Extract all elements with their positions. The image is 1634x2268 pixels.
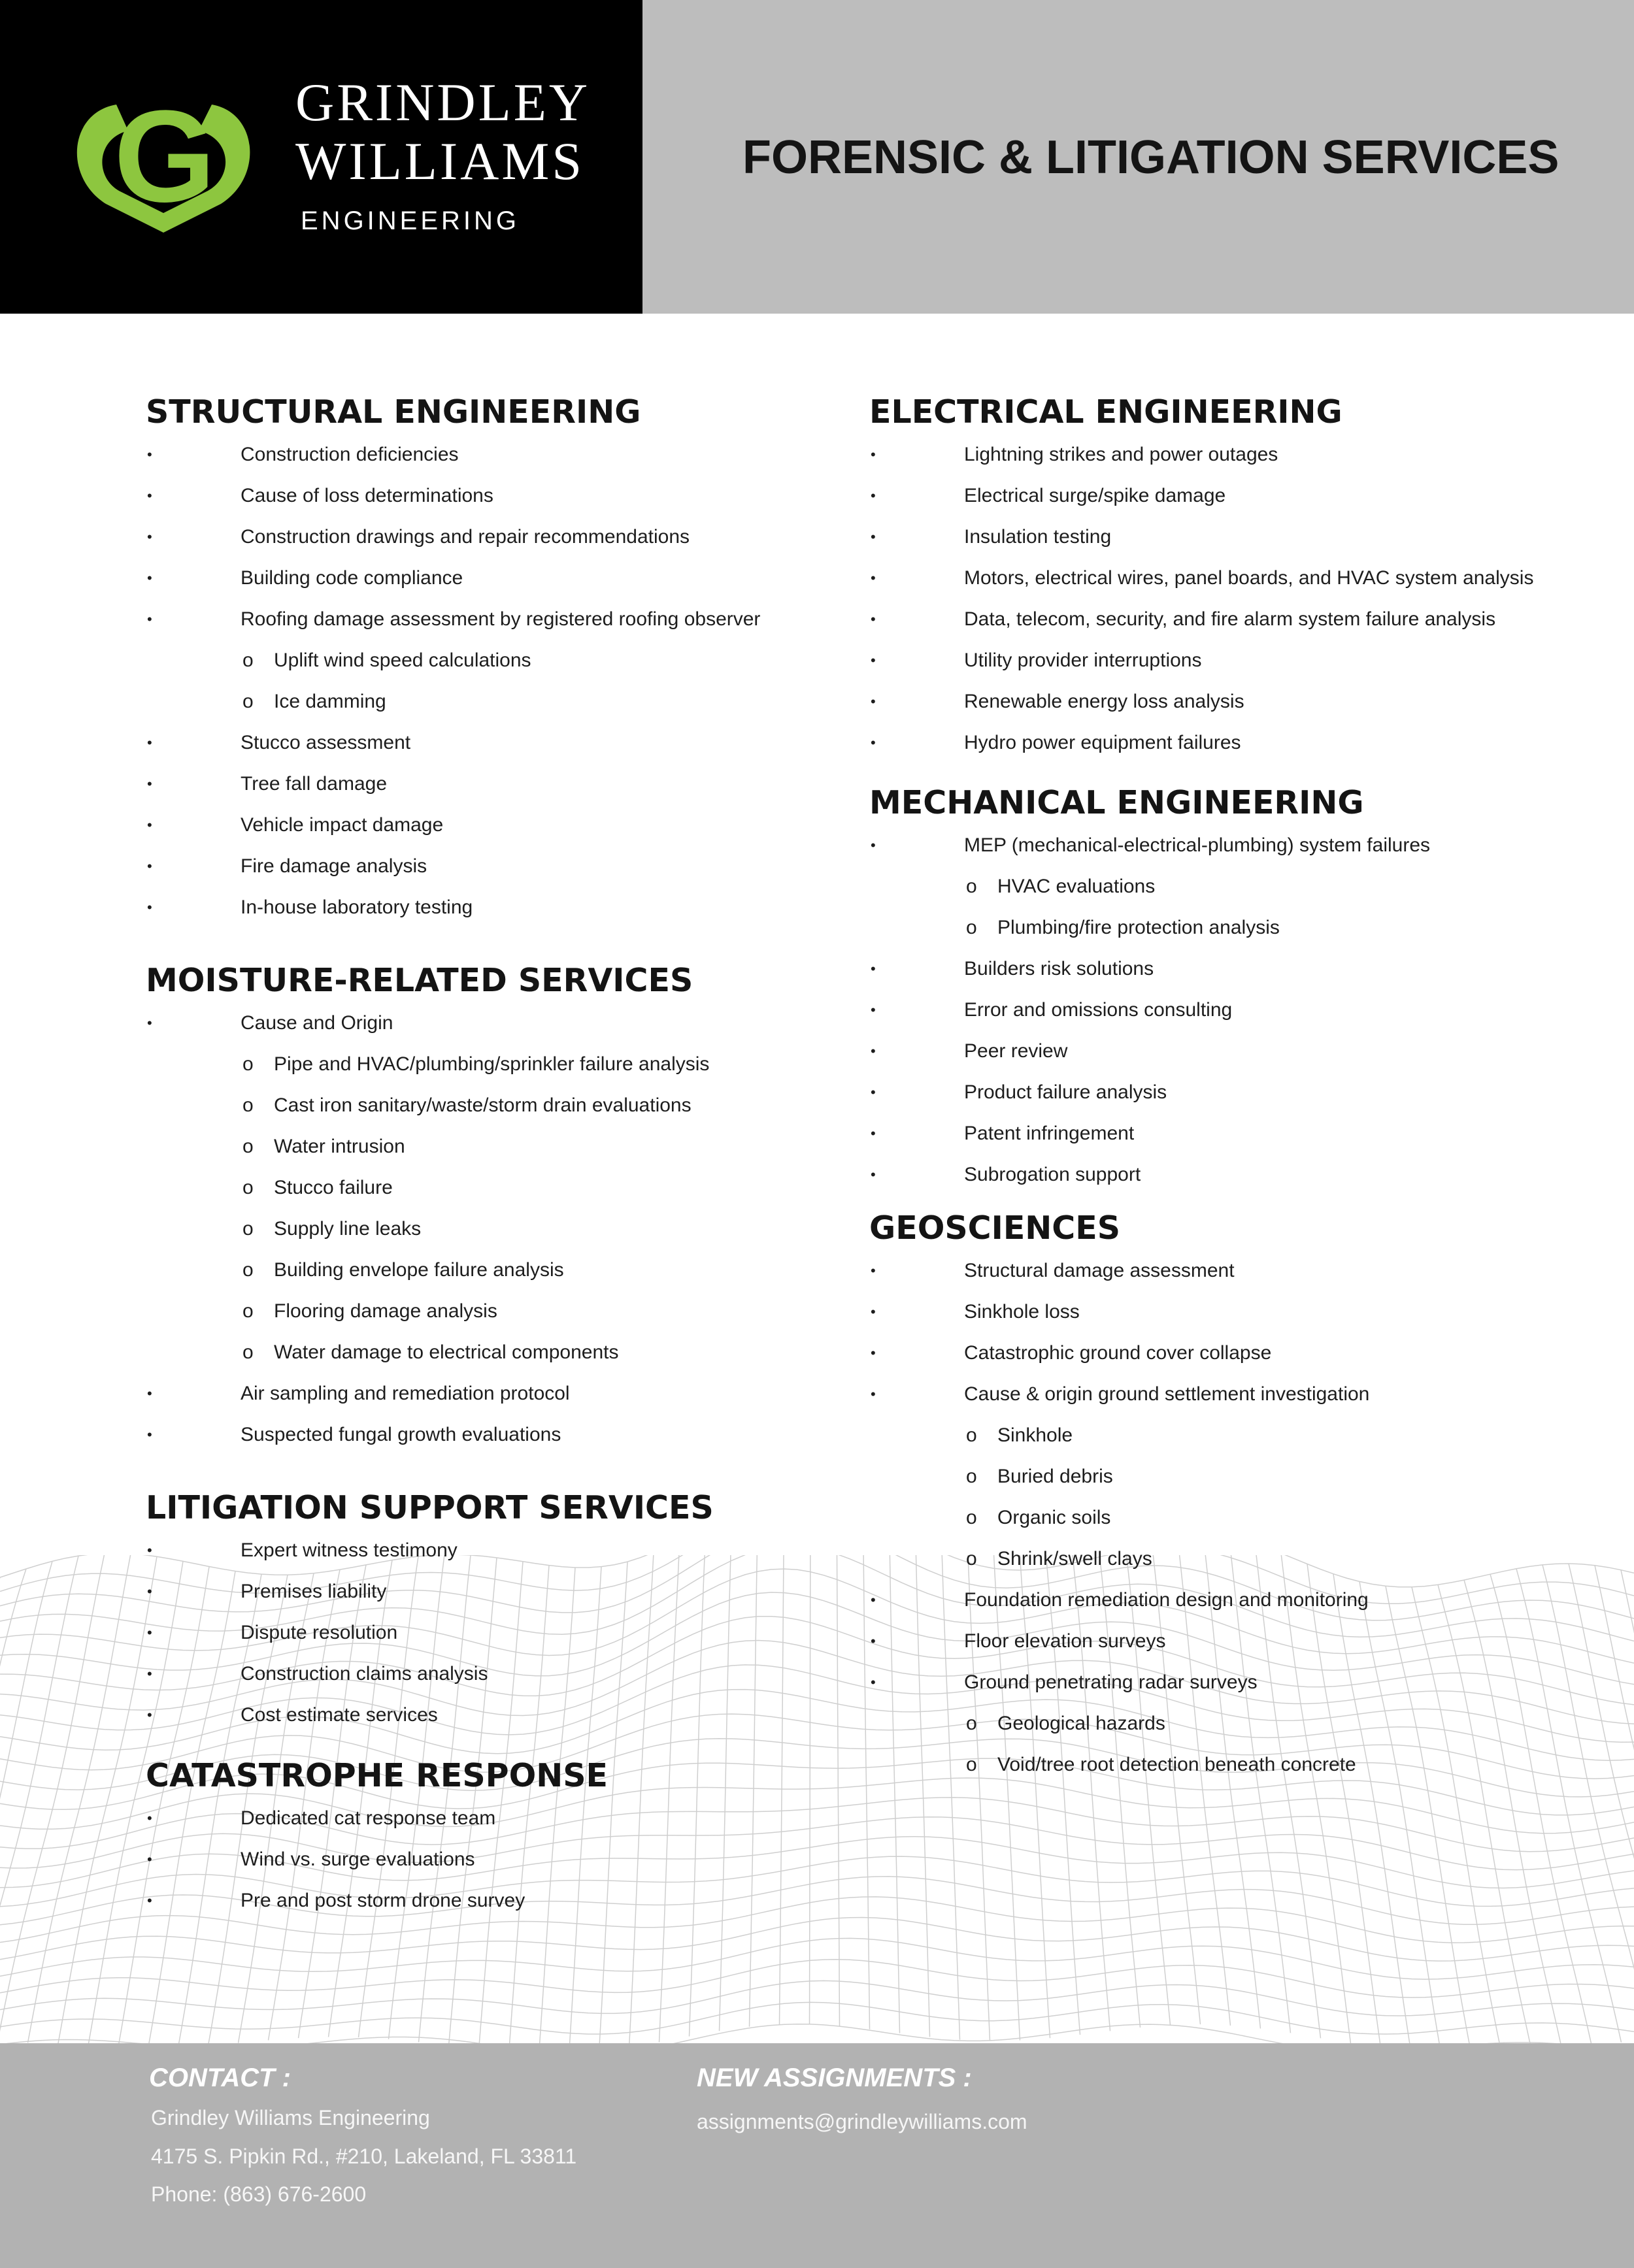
service-list [146, 1530, 714, 1735]
bullet-icon: • [871, 652, 876, 668]
sub-bullet-icon: o [966, 1466, 977, 1487]
sub-bullet-icon: o [242, 1136, 254, 1157]
list-item-text: Pipe and HVAC/plumbing/sprinkler failure analysis [274, 1053, 710, 1075]
list-item-text: HVAC evaluations [997, 876, 1156, 897]
bullet-icon: • [147, 1624, 152, 1641]
list-item-text: Electrical surge/spike damage [964, 485, 1226, 506]
sub-list-item [146, 1085, 693, 1126]
list-item [146, 475, 641, 516]
grindley-williams-logo-icon [60, 78, 269, 235]
list-item [146, 763, 641, 804]
list-item-text: Water damage to electrical components [274, 1341, 619, 1363]
list-item-text: Construction drawings and repair recommendations [241, 526, 690, 548]
section-structural-engineering [146, 393, 761, 928]
sub-bullet-icon: o [242, 1218, 254, 1240]
list-item-text: Construction claims analysis [241, 1663, 488, 1685]
terrain-meridian [0, 1555, 105, 2041]
service-list [146, 1798, 608, 1921]
terrain-meridian [1595, 1566, 1634, 2048]
terrain-meridian [810, 1555, 811, 2024]
bullet-icon: • [871, 1125, 876, 1142]
terrain-meridian [863, 1555, 870, 2030]
list-item [869, 640, 1342, 681]
bullet-icon: • [871, 734, 876, 751]
bullet-icon: • [147, 1707, 152, 1723]
sub-bullet-icon: o [242, 691, 254, 712]
bullet-icon: • [871, 446, 876, 463]
list-item [146, 1414, 693, 1455]
list-item-text: Water intrusion [274, 1136, 405, 1157]
list-item-text: Dedicated cat response team [241, 1807, 496, 1829]
list-item-text: Cause & origin ground settlement investigation [964, 1383, 1370, 1405]
bullet-icon: • [147, 817, 152, 833]
list-item [869, 989, 1364, 1030]
terrain-meridian [750, 1555, 759, 2027]
sub-list-item [146, 1044, 710, 1085]
list-item-text: Void/tree root detection beneath concrete [997, 1754, 1356, 1775]
sub-list-item [146, 1290, 693, 1332]
sub-list-item [869, 866, 1364, 907]
service-list [869, 434, 1534, 763]
terrain-meridian [1333, 1574, 1411, 2051]
list-item-text: Tree fall damage [241, 773, 388, 795]
sub-bullet-icon: o [966, 1548, 977, 1570]
list-item [146, 1798, 608, 1839]
sub-list-item [869, 1744, 1356, 1785]
terrain-meridian [28, 1555, 131, 2043]
list-item-text: Building envelope failure analysis [274, 1259, 564, 1281]
list-item [869, 475, 1342, 516]
list-item-text: Error and omissions consulting [964, 999, 1233, 1021]
terrain-meridian [58, 1556, 158, 2045]
bullet-icon: • [871, 1166, 876, 1183]
bullet-icon: • [147, 1583, 152, 1600]
list-item-text: Shrink/swell clays [997, 1548, 1152, 1570]
sub-list-item [146, 640, 641, 681]
bullet-icon: • [147, 1892, 152, 1909]
list-item [869, 599, 1496, 640]
list-item-text: Organic soils [997, 1507, 1111, 1528]
bullet-icon: • [871, 1592, 876, 1608]
sub-bullet-icon: o [242, 1341, 254, 1363]
bullet-icon: • [147, 487, 152, 504]
bullet-icon: • [147, 446, 152, 463]
list-item [869, 434, 1342, 475]
bullet-icon: • [871, 611, 876, 627]
list-item-text: Pre and post storm drone survey [241, 1890, 525, 1911]
list-item-text: Vehicle impact damage [241, 814, 444, 836]
sub-bullet-icon: o [242, 649, 254, 671]
section-heading: ELECTRICAL ENGINEERING [869, 393, 1342, 431]
list-item-text: Dispute resolution [241, 1622, 398, 1643]
list-item [869, 557, 1534, 599]
sub-list-item [869, 1415, 1120, 1456]
list-item [146, 1373, 693, 1414]
list-item [146, 846, 641, 887]
bullet-icon: • [871, 1386, 876, 1402]
company-name: Grindley Williams Engineering [151, 2106, 430, 2129]
section-heading: CATASTROPHE RESPONSE [146, 1757, 609, 1794]
list-item [146, 1880, 608, 1921]
sub-list-item [869, 1456, 1120, 1497]
sub-list-item [146, 1167, 693, 1208]
list-item-text: MEP (mechanical-electrical-plumbing) system failures [964, 834, 1431, 856]
list-item [869, 948, 1364, 989]
list-item [869, 1373, 1370, 1415]
bullet-icon: • [871, 837, 876, 853]
list-item [869, 681, 1342, 722]
list-item [146, 1002, 693, 1044]
list-item-text: Fire damage analysis [241, 855, 427, 877]
terrain-contour [0, 1938, 1634, 1979]
sub-list-item [869, 907, 1364, 948]
terrain-meridian [1621, 1570, 1634, 2052]
list-item [146, 434, 641, 475]
sub-bullet-icon: o [966, 1713, 977, 1734]
list-item [146, 1694, 714, 1735]
bullet-icon: • [871, 961, 876, 977]
list-item-text: Sinkhole [997, 1424, 1073, 1446]
bullet-icon: • [871, 1262, 876, 1279]
bullet-icon: • [147, 734, 152, 751]
company-phone[interactable]: Phone: (863) 676-2600 [151, 2182, 367, 2206]
bullet-icon: • [871, 1002, 876, 1018]
list-item [869, 1579, 1369, 1620]
brand-name-line-1: GRINDLEY [295, 73, 591, 132]
brand-subtitle: ENGINEERING [301, 206, 520, 235]
bullet-icon: • [147, 529, 152, 545]
list-item-text: Cause of loss determinations [241, 485, 493, 506]
sub-bullet-icon: o [966, 876, 977, 897]
section-electrical-engineering [869, 393, 1534, 763]
list-item-text: Cost estimate services [241, 1704, 438, 1726]
list-item-text: Stucco assessment [241, 732, 411, 753]
list-item-text: Expert witness testimony [241, 1539, 458, 1561]
list-item-text: Product failure analysis [964, 1081, 1167, 1103]
sub-list-item [146, 1126, 693, 1167]
list-item-text: In-house laboratory testing [241, 896, 473, 918]
sub-list-item [869, 1703, 1165, 1744]
section-moisture-related-services [146, 962, 710, 1455]
list-item-text: Wind vs. surge evaluations [241, 1849, 475, 1870]
section-heading: GEOSCIENCES [869, 1209, 1121, 1247]
sub-list-item [146, 1249, 693, 1290]
bullet-icon: • [871, 529, 876, 545]
assignments-email-link[interactable]: assignments@grindleywilliams.com [697, 2110, 1027, 2133]
bullet-icon: • [871, 1043, 876, 1059]
list-item-text: Stucco failure [274, 1177, 393, 1198]
list-item-text: Cause and Origin [241, 1012, 393, 1034]
section-heading: MECHANICAL ENGINEERING [869, 784, 1364, 821]
list-item-text: Geological hazards [997, 1713, 1165, 1734]
bullet-icon: • [147, 1385, 152, 1402]
bullet-icon: • [147, 570, 152, 586]
sub-bullet-icon: o [966, 917, 977, 938]
terrain-meridian [1229, 1555, 1291, 2033]
list-item-text: Construction deficiencies [241, 444, 459, 465]
list-item-text: Builders risk solutions [964, 958, 1154, 979]
section-catastrophe-response [146, 1757, 609, 1921]
list-item-text: Building code compliance [241, 567, 463, 589]
list-item [146, 1612, 714, 1653]
list-item-text: Ground penetrating radar surveys [964, 1671, 1258, 1693]
section-mechanical-engineering [869, 784, 1431, 1195]
list-item-text: Renewable energy loss analysis [964, 691, 1244, 712]
contact-label: CONTACT : [149, 2063, 291, 2092]
list-item [146, 1839, 608, 1880]
terrain-meridian [720, 1555, 733, 2031]
list-item-text: Catastrophic ground cover collapse [964, 1342, 1272, 1364]
list-item [869, 1332, 1272, 1373]
header-logo-block [0, 0, 642, 314]
section-litigation-support-services [146, 1489, 714, 1735]
list-item-text: Subrogation support [964, 1164, 1141, 1185]
service-list [869, 825, 1431, 1195]
list-item [869, 722, 1342, 763]
section-geosciences [869, 1209, 1370, 1785]
list-item-text: Utility provider interruptions [964, 649, 1202, 671]
bullet-icon: • [147, 899, 152, 915]
list-item [869, 1154, 1364, 1195]
sub-bullet-icon: o [242, 1259, 254, 1281]
list-item-text: Foundation remediation design and monitoring [964, 1589, 1369, 1611]
bullet-icon: • [147, 611, 152, 627]
list-item-text: Peer review [964, 1040, 1068, 1062]
list-item-text: Supply line leaks [274, 1218, 422, 1240]
bullet-icon: • [871, 1345, 876, 1361]
list-item-text: Cast iron sanitary/waste/storm drain evaluations [274, 1094, 692, 1116]
new-assignments-label: NEW ASSIGNMENTS : [697, 2063, 972, 2092]
service-list [146, 1002, 710, 1455]
bullet-icon: • [871, 1084, 876, 1100]
list-item-text: Uplift wind speed calculations [274, 649, 531, 671]
bullet-icon: • [871, 1304, 876, 1320]
list-item [146, 516, 690, 557]
service-list [146, 434, 761, 928]
bullet-icon: • [147, 776, 152, 792]
terrain-meridian [1255, 1555, 1321, 2038]
list-item [146, 1530, 714, 1571]
page-title: FORENSIC & LITIGATION SERVICES [742, 131, 1559, 184]
list-item-text: Buried debris [997, 1466, 1113, 1487]
terrain-contour [0, 1980, 1634, 2016]
list-item [869, 1291, 1120, 1332]
sub-list-item [146, 681, 641, 722]
section-heading: LITIGATION SUPPORT SERVICES [146, 1489, 714, 1526]
list-item [146, 557, 641, 599]
sub-list-item [146, 1332, 693, 1373]
sub-bullet-icon: o [966, 1507, 977, 1528]
sub-bullet-icon: o [242, 1094, 254, 1116]
sub-bullet-icon: o [966, 1424, 977, 1446]
list-item [869, 1072, 1364, 1113]
bullet-icon: • [147, 1810, 152, 1826]
sub-list-item [869, 1538, 1152, 1579]
list-item [146, 804, 641, 846]
terrain-contour [0, 2002, 1634, 2034]
list-item-text: Plumbing/fire protection analysis [997, 917, 1280, 938]
list-item-text: Premises liability [241, 1581, 387, 1602]
list-item [869, 1113, 1364, 1154]
svg-text:G: G [114, 84, 216, 229]
bullet-icon: • [147, 1666, 152, 1682]
list-item-text: Floor elevation surveys [964, 1630, 1166, 1652]
list-item-text: Flooring damage analysis [274, 1300, 497, 1322]
sub-bullet-icon: o [242, 1300, 254, 1322]
bullet-icon: • [147, 1542, 152, 1558]
terrain-meridian [1203, 1555, 1261, 2029]
bullet-icon: • [147, 1426, 152, 1443]
terrain-meridian [1176, 1555, 1231, 2026]
list-item-text: Ice damming [274, 691, 386, 712]
list-item-text: Suspected fungal growth evaluations [241, 1424, 561, 1445]
terrain-contour [0, 1918, 1634, 1962]
bullet-icon: • [147, 1851, 152, 1867]
brand-name-line-2: WILLIAMS [295, 131, 584, 191]
terrain-meridian [0, 1556, 78, 2040]
section-heading: STRUCTURAL ENGINEERING [146, 393, 641, 431]
list-item [869, 516, 1342, 557]
sub-list-item [146, 1208, 693, 1249]
bullet-icon: • [147, 1015, 152, 1031]
terrain-meridian [780, 1555, 785, 2024]
list-item-text: Structural damage assessment [964, 1260, 1235, 1281]
bullet-icon: • [871, 693, 876, 710]
bullet-icon: • [147, 858, 152, 874]
sub-bullet-icon: o [966, 1754, 977, 1775]
sub-bullet-icon: o [242, 1053, 254, 1075]
list-item [869, 825, 1431, 866]
list-item [146, 1571, 714, 1612]
terrain-meridian [837, 1555, 840, 2026]
bullet-icon: • [871, 570, 876, 586]
company-address: 4175 S. Pipkin Rd., #210, Lakeland, FL 33811 [151, 2145, 577, 2168]
list-item [146, 722, 641, 763]
list-item-text: Insulation testing [964, 526, 1112, 548]
list-item [869, 1662, 1258, 1703]
list-item-text: Motors, electrical wires, panel boards, and HVAC system analysis [964, 567, 1534, 589]
list-item [869, 1620, 1166, 1662]
list-item-text: Data, telecom, security, and fire alarm system failure analysis [964, 608, 1496, 630]
bullet-icon: • [871, 1674, 876, 1690]
list-item-text: Hydro power equipment failures [964, 732, 1241, 753]
terrain-meridian [1569, 1564, 1634, 2045]
sub-list-item [869, 1497, 1120, 1538]
section-heading: MOISTURE-RELATED SERVICES [146, 962, 693, 999]
service-list [869, 1250, 1370, 1785]
list-item-text: Lightning strikes and power outages [964, 444, 1278, 465]
list-item [146, 1653, 714, 1694]
terrain-contour [0, 1960, 1634, 1997]
list-item [869, 1250, 1235, 1291]
list-item-text: Patent infringement [964, 1123, 1135, 1144]
sub-bullet-icon: o [242, 1177, 254, 1198]
list-item [146, 599, 761, 640]
list-item-text: Sinkhole loss [964, 1301, 1080, 1323]
list-item [869, 1030, 1364, 1072]
list-item-text: Roofing damage assessment by registered roofing observer [241, 608, 761, 630]
bullet-icon: • [871, 487, 876, 504]
list-item-text: Air sampling and remediation protocol [241, 1383, 570, 1404]
bullet-icon: • [871, 1633, 876, 1649]
list-item [146, 887, 641, 928]
